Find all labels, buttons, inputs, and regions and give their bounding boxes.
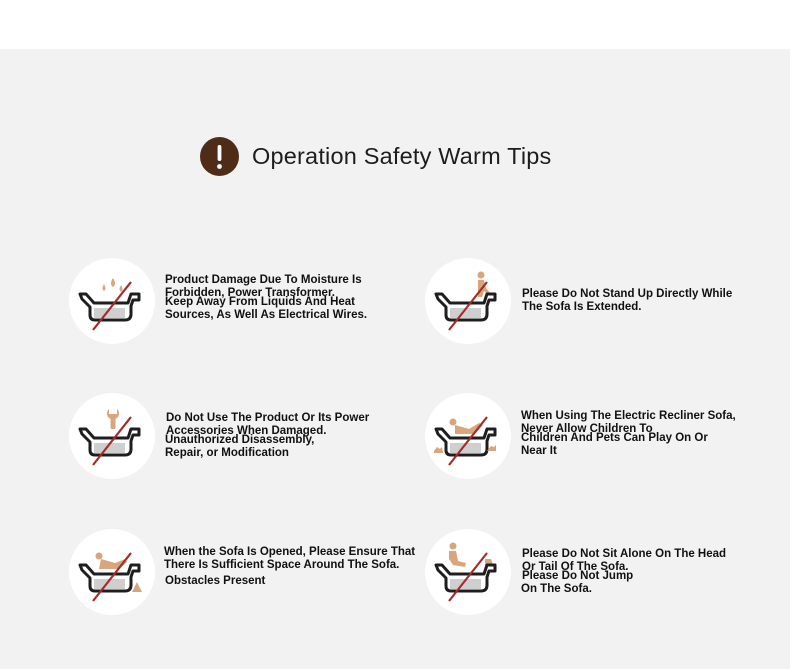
sofa-obstacles-prohibited-icon	[69, 529, 155, 615]
tip-line: When Using The Electric Recliner Sofa,	[521, 410, 736, 422]
tip-line: Unauthorized Disassembly,	[165, 434, 315, 446]
tip-text-disassembly	[166, 412, 369, 459]
section-heading	[200, 136, 552, 176]
sofa-moisture-prohibited-icon	[69, 258, 155, 344]
tip-text-obstacles	[164, 546, 415, 588]
tip-line: Or Tail Of The Sofa.	[522, 560, 629, 573]
tip-line: Sources, As Well As Electrical Wires.	[165, 308, 368, 321]
tip-line: Please Do Not Sit Alone On The Head	[522, 548, 727, 560]
sofa-disassembly-prohibited-icon	[69, 393, 155, 479]
tip-line: When the Sofa Is Opened, Please Ensure That	[164, 546, 416, 558]
tip-line: Keep Away From Liquids And Heat	[165, 296, 355, 308]
tip-text-sitting-edge	[522, 548, 726, 595]
tip-line: Near It	[521, 444, 557, 457]
tip-line: Do Not Use The Product Or Its Power	[166, 412, 370, 424]
tip-line: Repair, or Modification	[165, 446, 289, 459]
tip-line: Obstacles Present	[165, 575, 266, 587]
sofa-children-pets-prohibited-icon	[425, 393, 511, 479]
tip-line: Please Do Not Jump	[522, 570, 634, 582]
tip-line: Forbidden, Power Transformer.	[165, 286, 335, 299]
sofa-sitting-edge-prohibited-icon	[425, 529, 511, 615]
sofa-standing-prohibited-icon	[425, 258, 511, 344]
tip-line: Never Allow Children To	[521, 422, 653, 435]
tip-text-moisture	[165, 274, 367, 321]
tip-line: Children And Pets Can Play On Or	[521, 432, 708, 444]
tip-line: There Is Sufficient Space Around The Sofa.	[164, 558, 400, 571]
tip-line: Accessories When Damaged.	[166, 424, 327, 437]
page-title: Operation Safety Warm Tips	[252, 142, 552, 169]
tip-text-children-pets	[521, 410, 736, 457]
tip-line: On The Sofa.	[521, 582, 592, 595]
exclamation-icon	[200, 137, 239, 176]
tip-text-standing	[522, 288, 732, 313]
tip-line: Product Damage Due To Moisture Is	[165, 274, 362, 286]
tip-line: The Sofa Is Extended.	[522, 300, 642, 313]
tip-line: Please Do Not Stand Up Directly While	[522, 288, 733, 300]
